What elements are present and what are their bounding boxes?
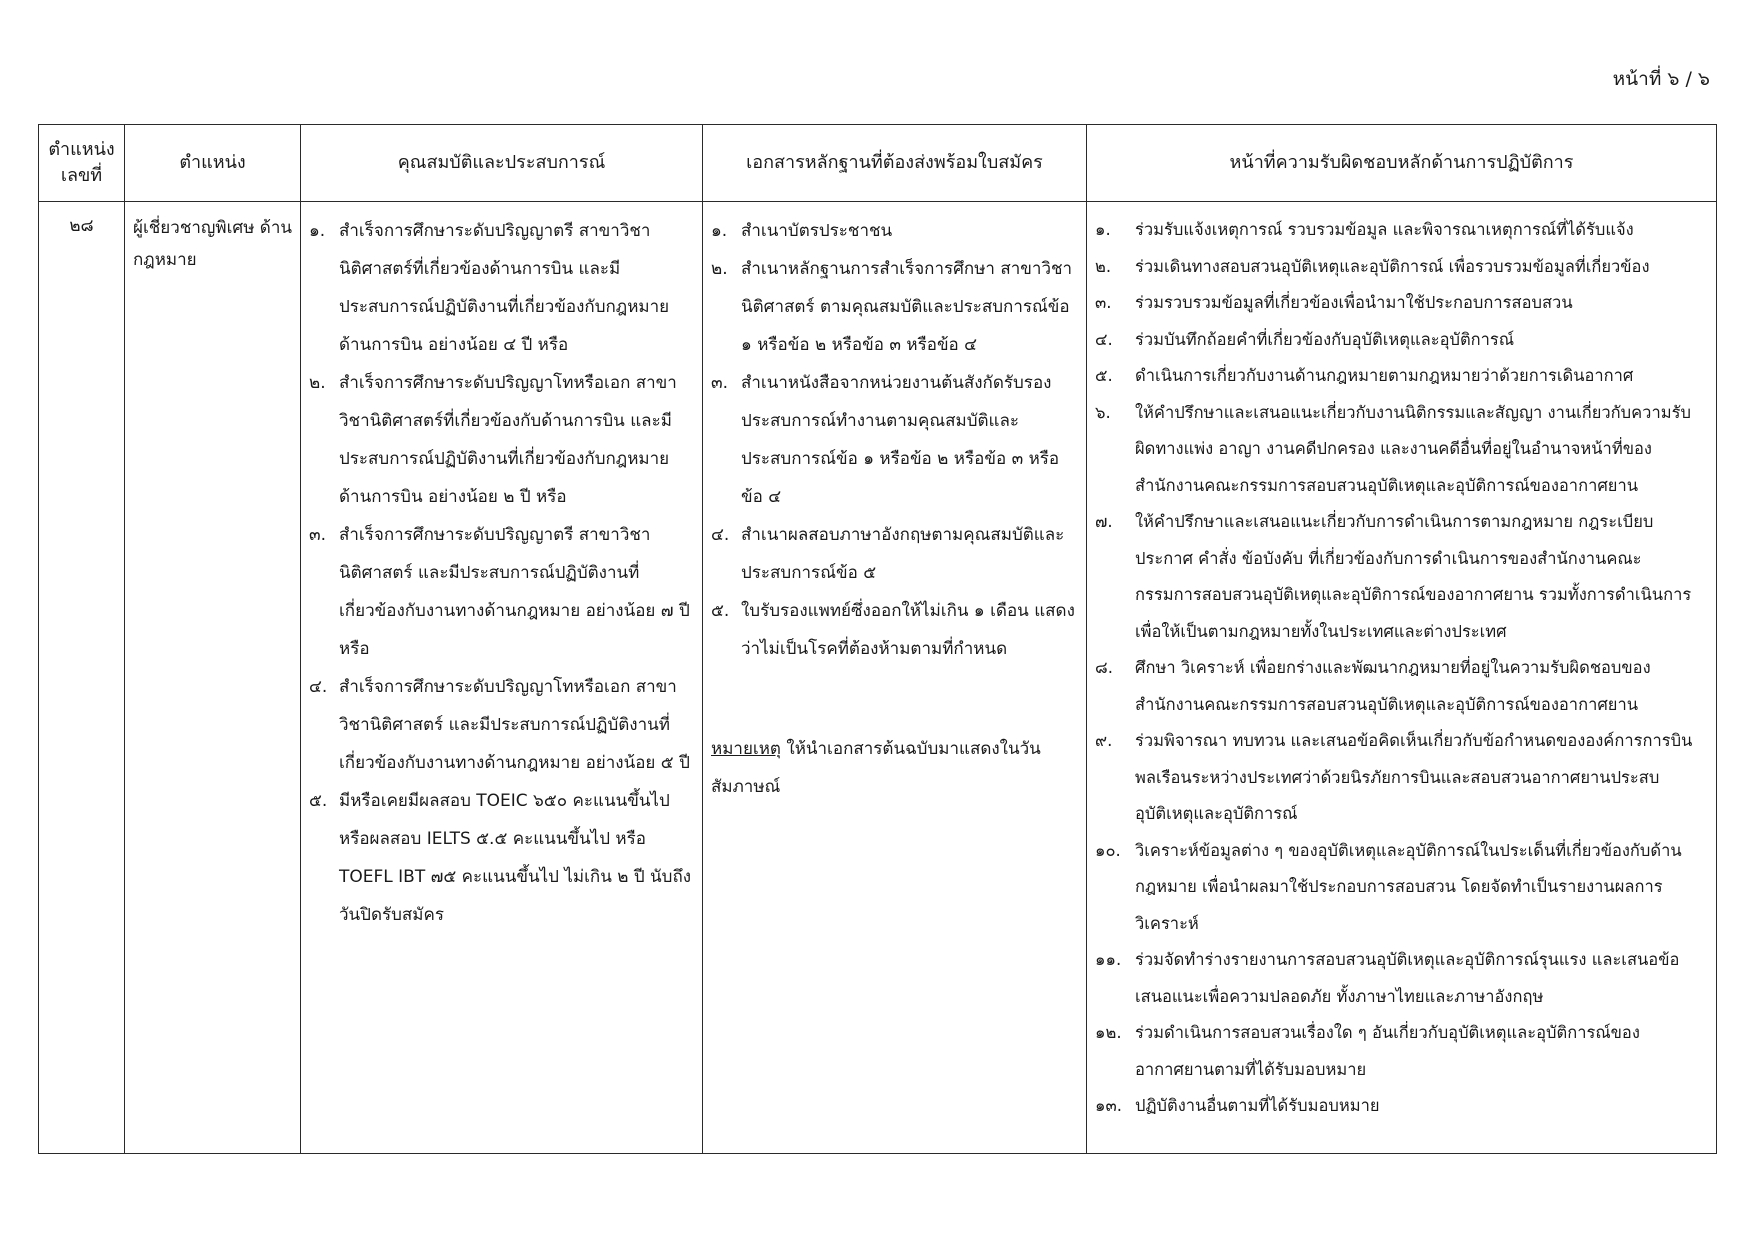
list-item: ๒. สำเร็จการศึกษาระดับปริญญาโทหรือเอก สาขาวิชานิติศาสตร์ที่เกี่ยวข้องกับด้านการบิน และมีประสบการณ์ปฏิบัติงานที่เกี่ยวข้องกับกฎหมายด้านการบิน อย่างน้อย ๒ ปี หรือ	[309, 373, 677, 507]
duties-cell	[1087, 202, 1717, 1154]
documents-list	[711, 212, 1078, 668]
header-duties: หน้าที่ความรับผิดชอบหลักด้านการปฏิบัติการ	[1087, 125, 1717, 202]
list-item: ๒. ร่วมเดินทางสอบสวนอุบัติเหตุและอุบัติการณ์ เพื่อรวบรวมข้อมูลที่เกี่ยวข้อง	[1095, 256, 1650, 276]
note-text: ให้นำเอกสารต้นฉบับมาแสดงในวันสัมภาษณ์	[711, 739, 1041, 797]
qualifications-cell	[301, 202, 703, 1154]
list-item: ๔. สำเร็จการศึกษาระดับปริญญาโทหรือเอก สาขาวิชานิติศาสตร์ และมีประสบการณ์ปฏิบัติงานที่เกี่ยวข้องกับงานทางด้านกฎหมาย อย่างน้อย ๕ ปี	[309, 677, 690, 773]
header-documents: เอกสารหลักฐานที่ต้องส่งพร้อมใบสมัคร	[703, 125, 1087, 202]
note-label: หมายเหตุ	[711, 739, 781, 759]
header-qualifications: คุณสมบัติและประสบการณ์	[301, 125, 703, 202]
list-item: ๑๐. วิเคราะห์ข้อมูลต่าง ๆ ของอุบัติเหตุและอุบัติการณ์ในประเด็นที่เกี่ยวข้องกับด้านกฎหมาย เพื่อนำผลมาใช้ประกอบการสอบสวน โดยจัดทำเป็นรายงานผลการวิเคราะห์	[1095, 840, 1682, 933]
list-item: ๑. สำเร็จการศึกษาระดับปริญญาตรี สาขาวิชานิติศาสตร์ที่เกี่ยวข้องด้านการบิน และมีประสบการณ์ปฏิบัติงานที่เกี่ยวข้องกับกฎหมายด้านการบิน อย่างน้อย ๔ ปี หรือ	[309, 221, 670, 355]
list-item: ๕. ดำเนินการเกี่ยวกับงานด้านกฎหมายตามกฎหมายว่าด้วยการเดินอากาศ	[1095, 366, 1634, 385]
list-item: ๓. สำเนาหนังสือจากหน่วยงานต้นสังกัดรับรองประสบการณ์ทำงานตามคุณสมบัติและประสบการณ์ข้อ ๑ หรือข้อ ๒ หรือข้อ ๓ หรือข้อ ๔	[711, 373, 1060, 507]
list-item: ๑๑. ร่วมจัดทำร่างรายงานการสอบสวนอุบัติเหตุและอุบัติการณ์รุนแรง และเสนอข้อเสนอแนะเพื่อความปลอดภัย ทั้งภาษาไทยและภาษาอังกฤษ	[1095, 950, 1680, 1006]
list-item: ๒. สำเนาหลักฐานการสำเร็จการศึกษา สาขาวิชานิติศาสตร์ ตามคุณสมบัติและประสบการณ์ข้อ ๑ หรือข้อ ๒ หรือข้อ ๓ หรือข้อ ๔	[711, 259, 1073, 355]
header-position-no: ตำแหน่ง เลขที่	[39, 125, 125, 202]
list-item: ๖. ให้คำปรึกษาและเสนอแนะเกี่ยวกับงานนิติกรรมและสัญญา งานเกี่ยวกับความรับผิดทางแพ่ง อาญา งานคดีปกครอง และงานคดีอื่นที่อยู่ในอำนาจหน้าที่ของสำนักงานคณะกรรมการสอบสวนอุบัติเหตุและอุบัติการณ์ของอากาศยาน	[1095, 402, 1691, 495]
list-item: ๑. สำเนาบัตรประชาชน	[711, 221, 893, 241]
list-item: ๑๓. ปฏิบัติงานอื่นตามที่ได้รับมอบหมาย	[1095, 1096, 1380, 1115]
list-item: ๔. สำเนาผลสอบภาษาอังกฤษตามคุณสมบัติและประสบการณ์ข้อ ๕	[711, 525, 1065, 583]
table-header-row	[39, 125, 1717, 202]
position-name: ผู้เชี่ยวชาญพิเศษ ด้านกฎหมาย	[125, 202, 301, 1154]
table-row	[39, 202, 1717, 1154]
list-item: ๑๒. ร่วมดำเนินการสอบสวนเรื่องใด ๆ อันเกี่ยวกับอุบัติเหตุและอุบัติการณ์ของอากาศยานตามที่ได้รับมอบหมาย	[1095, 1023, 1640, 1079]
position-number: ๒๘	[39, 202, 125, 1154]
page-number: หน้าที่ ๖ / ๖	[1612, 68, 1710, 90]
list-item: ๓. สำเร็จการศึกษาระดับปริญญาตรี สาขาวิชานิติศาสตร์ และมีประสบการณ์ปฏิบัติงานที่เกี่ยวข้องกับงานทางด้านกฎหมาย อย่างน้อย ๗ ปี หรือ	[309, 525, 690, 659]
list-item: ๙. ร่วมพิจารณา ทบทวน และเสนอข้อคิดเห็นเกี่ยวกับข้อกำหนดขององค์การการบินพลเรือนระหว่างประเทศว่าด้วยนิรภัยการบินและสอบสวนอากาศยานประสบอุบัติเหตุและอุบัติการณ์	[1095, 731, 1693, 823]
qualifications-list	[309, 212, 694, 934]
documents-note	[711, 730, 1078, 806]
list-item: ๗. ให้คำปรึกษาและเสนอแนะเกี่ยวกับการดำเนินการตามกฎหมาย กฎระเบียบ ประกาศ คำสั่ง ข้อบังคับ ที่เกี่ยวข้องกับการดำเนินการของสำนักงานคณะกรรมการสอบสวนอุบัติเหตุและอุบัติการณ์ของอากาศยาน รวมทั้งการดำเนินการเพื่อให้เป็นตามกฎหมายทั้งในประเทศและต่างประเทศ	[1095, 512, 1692, 641]
header-position: ตำแหน่ง	[125, 125, 301, 202]
position-table	[38, 124, 1717, 1154]
list-item: ๑. ร่วมรับแจ้งเหตุการณ์ รวบรวมข้อมูล และพิจารณาเหตุการณ์ที่ได้รับแจ้ง	[1095, 220, 1634, 239]
list-item: ๕. ใบรับรองแพทย์ซึ่งออกให้ไม่เกิน ๑ เดือน แสดงว่าไม่เป็นโรคที่ต้องห้ามตามที่กำหนด	[711, 601, 1075, 659]
list-item: ๘. ศึกษา วิเคราะห์ เพื่อยกร่างและพัฒนากฎหมายที่อยู่ในความรับผิดชอบของสำนักงานคณะกรรมการสอบสวนอุบัติเหตุและอุบัติการณ์ของอากาศยาน	[1095, 658, 1651, 714]
list-item: ๕. มีหรือเคยมีผลสอบ TOEIC ๖๕๐ คะแนนขึ้นไป หรือผลสอบ IELTS ๕.๕ คะแนนขึ้นไป หรือ TOEFL IBT ๗๕ คะแนนขึ้นไป ไม่เกิน ๒ ปี นับถึงวันปิดรับสมัคร	[309, 791, 692, 925]
duties-list	[1095, 212, 1708, 1125]
documents-cell	[703, 202, 1087, 1154]
list-item: ๓. ร่วมรวบรวมข้อมูลที่เกี่ยวข้องเพื่อนำมาใช้ประกอบการสอบสวน	[1095, 293, 1573, 312]
list-item: ๔. ร่วมบันทึกถ้อยคำที่เกี่ยวข้องกับอุบัติเหตุและอุบัติการณ์	[1095, 329, 1515, 349]
